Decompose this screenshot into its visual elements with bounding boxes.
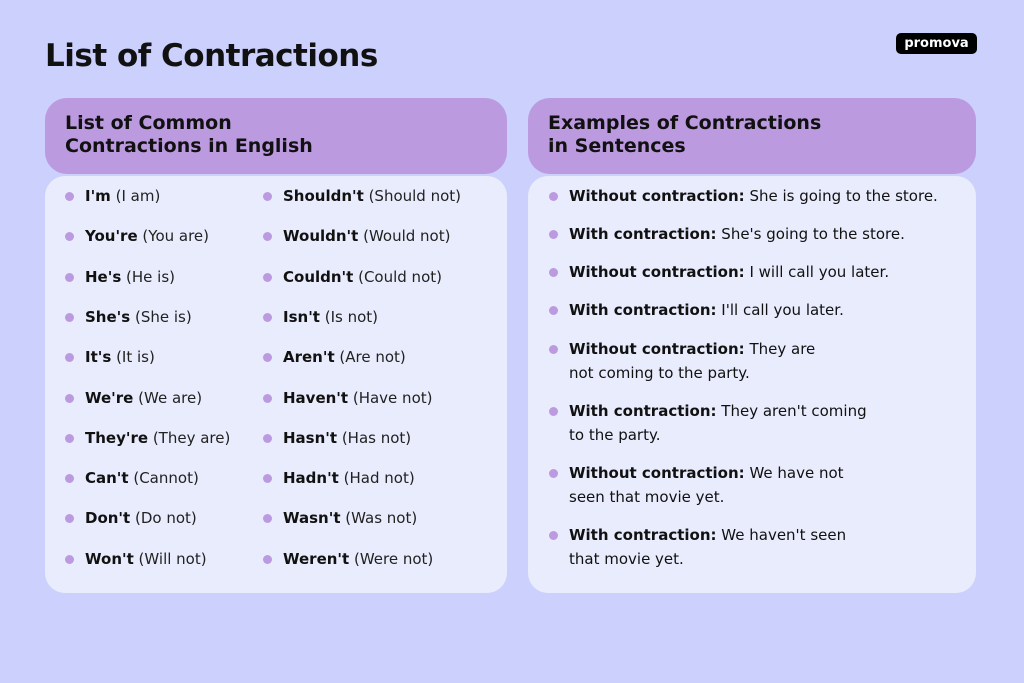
list-item <box>569 222 905 246</box>
contraction: Weren't <box>283 549 350 568</box>
full-form: (I am) <box>115 187 161 205</box>
example-label: Without contraction: <box>569 263 745 281</box>
page-title: List of Contractions <box>45 38 378 74</box>
list-item <box>569 523 846 571</box>
full-form: (Do not) <box>134 509 197 528</box>
full-form: (You are) <box>142 227 210 246</box>
full-form: (Will not) <box>138 549 207 568</box>
bullet-icon <box>263 434 272 443</box>
contraction: Won't <box>85 549 134 568</box>
example-label: With contraction: <box>569 301 717 319</box>
list-item <box>283 224 450 248</box>
list-item <box>283 426 411 450</box>
contraction: Isn't <box>283 307 320 326</box>
full-form: (We are) <box>138 388 203 407</box>
contraction: I'm <box>85 187 111 205</box>
bullet-icon <box>549 306 558 315</box>
full-form: (Cannot) <box>133 469 199 488</box>
list-item <box>283 506 417 530</box>
full-form: (Have not) <box>352 388 433 407</box>
bullet-icon <box>549 268 558 277</box>
contraction: It's <box>85 348 112 367</box>
example-label: Without contraction: <box>569 464 745 482</box>
example-label: With contraction: <box>569 526 717 544</box>
contraction: They're <box>85 428 149 447</box>
bullet-icon <box>65 394 74 403</box>
list-item <box>85 466 199 490</box>
list-item <box>85 305 192 329</box>
list-item <box>283 547 433 571</box>
bullet-icon <box>549 345 558 354</box>
example-text: We haven't seen <box>721 526 847 544</box>
list-item <box>85 547 207 571</box>
panel-heading <box>528 98 976 174</box>
list-item <box>569 337 815 385</box>
example-text: I will call you later. <box>749 263 890 281</box>
example-label: Without contraction: <box>569 187 745 205</box>
full-form: (Has not) <box>341 428 412 447</box>
example-text: She's going to the store. <box>721 225 905 243</box>
example-text-cont: to the party. <box>569 426 661 444</box>
bullet-icon <box>263 313 272 322</box>
example-text: They are <box>749 340 816 358</box>
bullet-icon <box>65 434 74 443</box>
list-item <box>85 265 175 289</box>
bullet-icon <box>263 273 272 282</box>
examples-panel <box>528 98 976 568</box>
full-form: (Had not) <box>343 469 415 488</box>
contraction: Can't <box>85 469 129 488</box>
list-item <box>569 399 867 447</box>
heading-line: Contractions in English <box>65 135 313 157</box>
example-label: Without contraction: <box>569 340 745 358</box>
example-label: With contraction: <box>569 402 717 420</box>
bullet-icon <box>65 555 74 564</box>
list-item <box>283 466 415 490</box>
list-item <box>569 298 844 322</box>
full-form: (Could not) <box>358 267 442 286</box>
contraction: She's <box>85 307 131 326</box>
example-text-cont: that movie yet. <box>569 550 684 568</box>
contraction: Hadn't <box>283 469 339 488</box>
contraction: Shouldn't <box>283 187 364 205</box>
panel-heading <box>45 98 507 174</box>
list-item <box>85 345 155 369</box>
list-item <box>85 386 202 410</box>
full-form: (Should not) <box>368 187 462 205</box>
heading-line: List of Common <box>65 112 232 134</box>
bullet-icon <box>549 531 558 540</box>
example-label: With contraction: <box>569 225 717 243</box>
contraction: Aren't <box>283 348 335 367</box>
example-text: We have not <box>749 464 844 482</box>
bullet-icon <box>263 555 272 564</box>
full-form: (Would not) <box>363 227 451 246</box>
contraction: Don't <box>85 509 131 528</box>
common-contractions-panel <box>45 98 507 568</box>
example-text: She is going to the store. <box>749 187 938 205</box>
list-item <box>85 506 197 530</box>
contraction: Couldn't <box>283 267 354 286</box>
bullet-icon <box>263 232 272 241</box>
full-form: (It is) <box>116 348 155 367</box>
list-item <box>283 386 432 410</box>
bullet-icon <box>65 192 74 201</box>
bullet-icon <box>65 232 74 241</box>
contraction: Hasn't <box>283 428 338 447</box>
contractions-list <box>45 176 507 593</box>
bullet-icon <box>263 192 272 201</box>
contraction: We're <box>85 388 134 407</box>
full-form: (They are) <box>152 428 231 447</box>
bullet-icon <box>65 273 74 282</box>
example-text: I'll call you later. <box>721 301 844 319</box>
promova-logo: promova <box>896 33 977 54</box>
contraction: He's <box>85 267 122 286</box>
bullet-icon <box>65 313 74 322</box>
bullet-icon <box>549 469 558 478</box>
bullet-icon <box>65 474 74 483</box>
bullet-icon <box>263 474 272 483</box>
example-text: They aren't coming <box>721 402 867 420</box>
heading-line: Examples of Contractions <box>548 112 822 134</box>
contraction: Wasn't <box>283 509 341 528</box>
heading-line: in Sentences <box>548 135 686 157</box>
bullet-icon <box>263 394 272 403</box>
list-item <box>569 184 938 208</box>
bullet-icon <box>263 353 272 362</box>
contraction: You're <box>85 227 138 246</box>
full-form: (Is not) <box>324 307 379 326</box>
example-text-cont: seen that movie yet. <box>569 488 725 506</box>
full-form: (Were not) <box>353 549 434 568</box>
bullet-icon <box>263 514 272 523</box>
list-item <box>283 305 378 329</box>
list-item <box>85 426 230 450</box>
list-item <box>85 224 209 248</box>
list-item <box>283 345 406 369</box>
bullet-icon <box>549 230 558 239</box>
full-form: (Was not) <box>345 509 418 528</box>
examples-list <box>528 176 976 593</box>
bullet-icon <box>65 353 74 362</box>
full-form: (He is) <box>126 267 175 286</box>
contraction: Haven't <box>283 388 349 407</box>
bullet-icon <box>549 192 558 201</box>
full-form: (Are not) <box>339 348 406 367</box>
bullet-icon <box>65 514 74 523</box>
contraction: Wouldn't <box>283 227 359 246</box>
full-form: (She is) <box>134 307 192 326</box>
list-item <box>569 461 844 509</box>
list-item <box>283 265 442 289</box>
example-text-cont: not coming to the party. <box>569 364 750 382</box>
list-item <box>85 184 160 208</box>
bullet-icon <box>549 407 558 416</box>
list-item <box>569 260 889 284</box>
list-item <box>283 184 461 208</box>
